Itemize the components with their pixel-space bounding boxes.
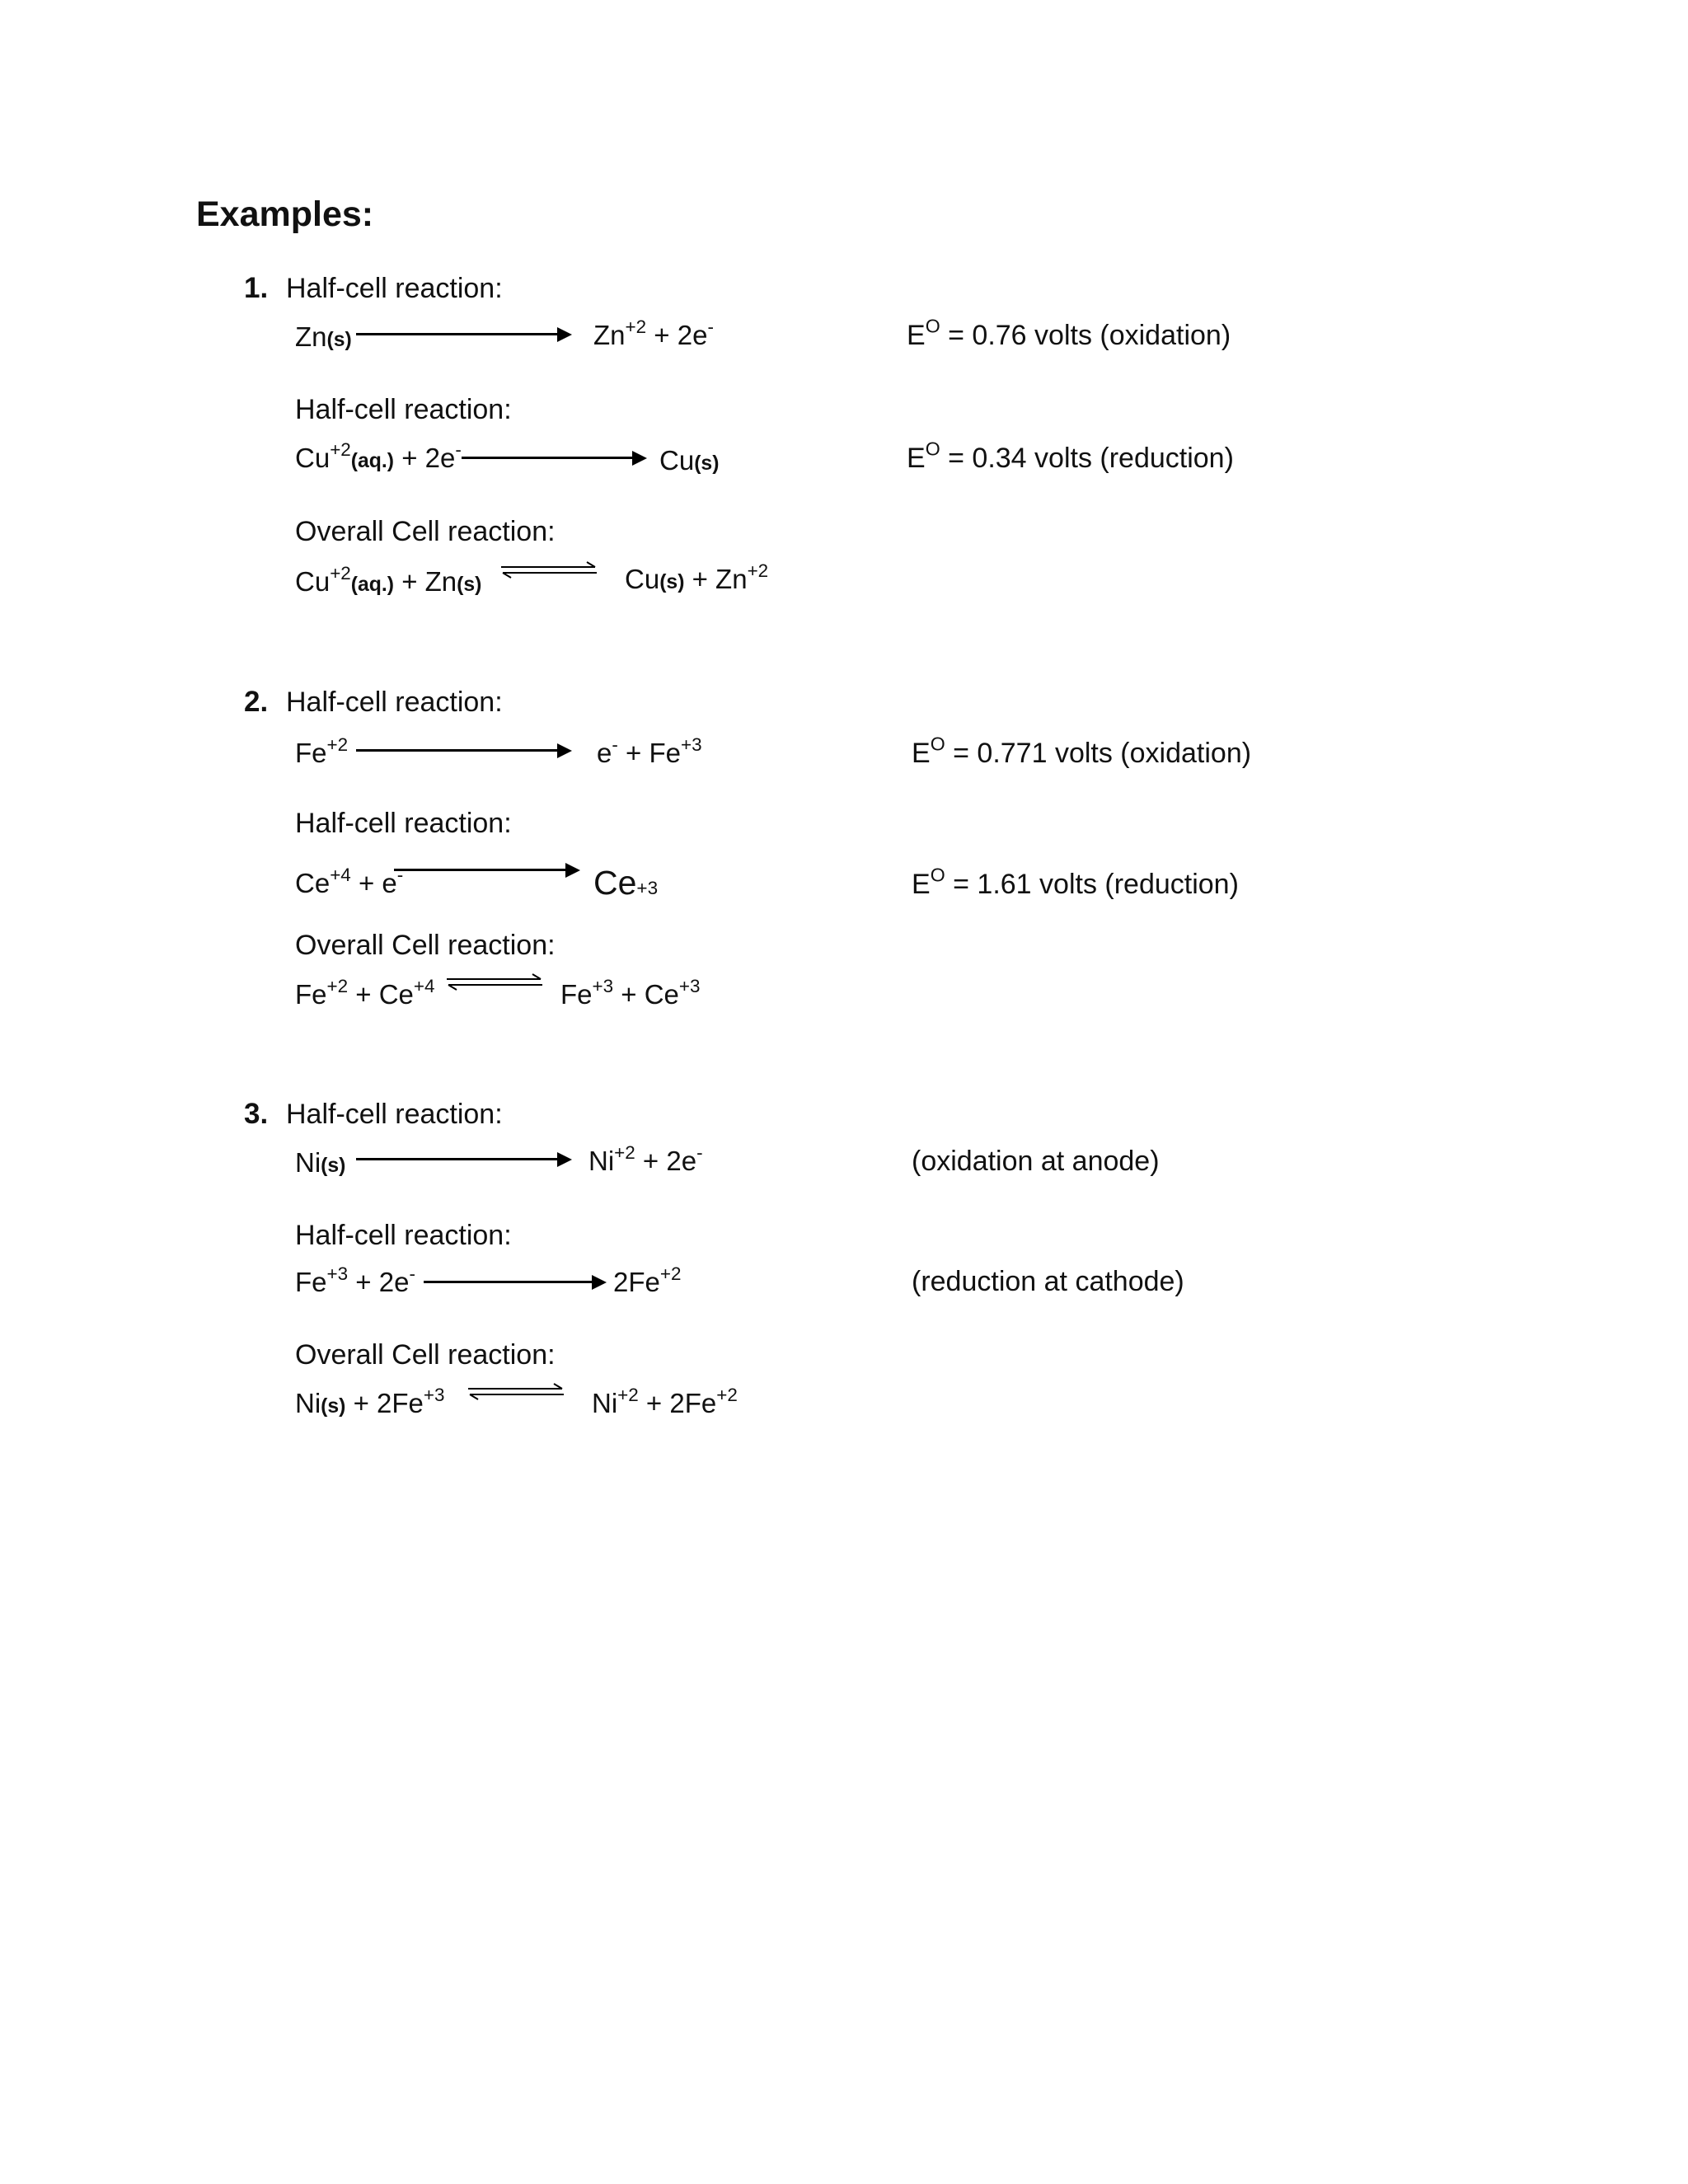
state-subscript: (s): [321, 1155, 346, 1177]
charge-superscript: +3: [678, 976, 701, 997]
species: Fe: [295, 738, 327, 768]
example-1-potential-1: [907, 315, 1231, 352]
species: + 2Fe: [638, 1388, 717, 1418]
species: Fe: [560, 979, 593, 1010]
standard-superscript: O: [925, 438, 940, 460]
charge-superscript: +3: [680, 734, 702, 756]
reaction-arrow: [462, 449, 647, 466]
potential-value: = 0.771 volts (oxidation): [945, 738, 1252, 769]
charge-superscript: +3: [326, 1263, 349, 1285]
species: + e: [350, 868, 397, 898]
species: Ni: [295, 1388, 321, 1418]
example-2-reaction-1-products: [597, 734, 702, 769]
state-subscript: (aq.): [350, 450, 395, 472]
charge-superscript: +2: [747, 560, 769, 582]
example-2-number: 2.: [244, 686, 269, 718]
potential-symbol: E: [912, 869, 931, 900]
charge-superscript: +2: [326, 734, 349, 756]
species: + Zn: [394, 566, 457, 597]
example-3-reaction-1-reactants: [295, 1147, 345, 1179]
species: Ce: [593, 864, 637, 902]
equilibrium-arrow: [445, 972, 544, 991]
charge-superscript: -: [696, 1142, 703, 1164]
charge-superscript: +3: [423, 1385, 445, 1406]
charge-superscript: +4: [330, 865, 351, 886]
species: + 2e: [646, 320, 708, 350]
potential-value: = 0.34 volts (reduction): [940, 443, 1234, 474]
species: Cu: [295, 566, 331, 597]
example-2-reaction-1-reactants: [295, 734, 349, 769]
potential-symbol: E: [907, 320, 926, 351]
example-2-potential-2: [912, 864, 1239, 901]
example-2-label-overall: Overall Cell reaction:: [295, 930, 556, 961]
species: Ce: [295, 868, 331, 898]
example-1-number: 1.: [244, 272, 269, 304]
charge-superscript: +2: [326, 976, 349, 997]
charge-superscript: +2: [614, 1142, 635, 1164]
species: + 2e: [348, 1267, 410, 1297]
charge-superscript: -: [409, 1263, 415, 1285]
reaction-arrow: [356, 326, 572, 342]
charge-superscript: +3: [592, 976, 614, 997]
charge-superscript: -: [707, 316, 714, 338]
charge-superscript: -: [396, 865, 404, 886]
example-1-label-overall: Overall Cell reaction:: [295, 516, 556, 547]
charge-superscript: +4: [413, 976, 435, 997]
state-subscript: (s): [321, 1395, 346, 1418]
species: Ni: [592, 1388, 618, 1418]
example-2-label-half-cell-1: Half-cell reaction:: [286, 687, 503, 718]
example-1-reaction-2-reactants: [295, 439, 462, 474]
reaction-arrow: [424, 1273, 607, 1290]
state-subscript: (s): [694, 452, 720, 475]
reaction-arrow: [394, 861, 580, 878]
charge-superscript: +2: [330, 563, 351, 584]
species: Ni: [588, 1146, 615, 1176]
example-3-label-half-cell-2: Half-cell reaction:: [295, 1220, 512, 1251]
standard-superscript: O: [925, 315, 940, 337]
potential-value: = 0.76 volts (oxidation): [940, 320, 1231, 351]
potential-symbol: E: [912, 738, 931, 769]
species: + Zn: [684, 564, 748, 594]
species: e: [597, 738, 612, 768]
page-heading: Examples:: [196, 194, 374, 234]
species: Cu: [625, 564, 660, 594]
charge-superscript: +2: [659, 1263, 682, 1285]
example-2-reaction-2-products: [593, 864, 658, 902]
state-subscript: (s): [457, 574, 482, 596]
example-2-label-half-cell-2: Half-cell reaction:: [295, 808, 512, 839]
example-3-overall-reactants: [295, 1385, 445, 1419]
reaction-arrow: [356, 742, 572, 758]
example-1-overall-products: [625, 560, 769, 595]
species: + 2e: [394, 443, 456, 473]
standard-superscript: O: [930, 733, 945, 755]
example-2-overall-reactants: [295, 976, 435, 1010]
species: + Ce: [348, 979, 414, 1010]
charge-superscript: +2: [625, 316, 647, 338]
potential-value: = 1.61 volts (reduction): [945, 869, 1239, 900]
state-subscript: (s): [659, 571, 685, 593]
state-subscript: (aq.): [350, 574, 395, 596]
species: 2Fe: [613, 1267, 660, 1297]
example-1-overall-reactants: [295, 563, 482, 598]
example-3-reaction-2-reactants: [295, 1263, 415, 1298]
standard-superscript: O: [930, 864, 945, 886]
reaction-arrow: [356, 1151, 572, 1167]
example-3-label-half-cell-1: Half-cell reaction:: [286, 1099, 503, 1130]
charge-superscript: -: [455, 439, 462, 461]
example-3-note-2: (reduction at cathode): [912, 1266, 1184, 1297]
species: + 2Fe: [345, 1388, 424, 1418]
example-2-potential-1: [912, 733, 1252, 770]
species: + 2e: [635, 1146, 697, 1176]
species: Cu: [659, 445, 695, 476]
equilibrium-arrow: [467, 1382, 565, 1400]
example-1-reaction-1-products: [593, 316, 714, 351]
potential-symbol: E: [907, 443, 926, 474]
species: Zn: [295, 321, 327, 352]
species: Ni: [295, 1147, 321, 1178]
example-2-overall-products: [560, 976, 701, 1010]
example-3-label-overall: Overall Cell reaction:: [295, 1339, 556, 1371]
charge-superscript: -: [612, 734, 618, 756]
charge-subscript: +3: [636, 878, 659, 898]
charge-superscript: +2: [617, 1385, 639, 1406]
charge-superscript: +2: [716, 1385, 738, 1406]
species: + Fe: [617, 738, 681, 768]
charge-superscript: +2: [330, 439, 351, 461]
example-3-overall-products: [592, 1385, 738, 1419]
example-1-reaction-2-products: [659, 445, 719, 476]
example-3-note-1: (oxidation at anode): [912, 1146, 1160, 1177]
equilibrium-arrow: [499, 560, 598, 579]
species: + Ce: [613, 979, 679, 1010]
example-3-number: 3.: [244, 1098, 269, 1130]
state-subscript: (s): [326, 329, 352, 351]
species: Fe: [295, 979, 327, 1010]
example-3-reaction-2-products: [613, 1263, 682, 1298]
example-2-reaction-2-reactants: [295, 865, 404, 899]
example-1-label-half-cell-2: Half-cell reaction:: [295, 394, 512, 425]
species: Cu: [295, 443, 331, 473]
example-3-reaction-1-products: [588, 1142, 703, 1177]
species: Fe: [295, 1267, 327, 1297]
example-1-potential-2: [907, 438, 1234, 475]
species: Zn: [593, 320, 626, 350]
example-1-label-half-cell-1: Half-cell reaction:: [286, 273, 503, 304]
example-1-reaction-1-reactants: [295, 321, 352, 353]
